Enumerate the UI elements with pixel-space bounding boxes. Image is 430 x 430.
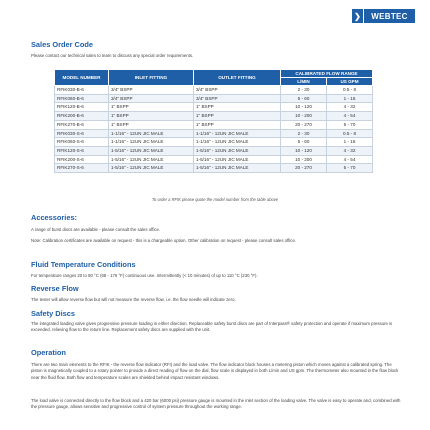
table-row (55, 86, 373, 95)
cell-model: RFIK060-S-6 (55, 138, 109, 147)
webtec-logo (352, 9, 415, 23)
cell-usgpm: 4 - 54 (327, 112, 373, 121)
reverse-flow-heading: Reverse Flow (31, 284, 79, 293)
cell-model: RFIK030-B-6 (55, 86, 109, 95)
cell-lmin: 5 - 60 (281, 138, 327, 147)
operation-paragraph-2: The load valve is connected directly to the flow block and a 420 bar (6000 psi) pressure gauge is mounted in the inlet section of the loading valve. The valve is easy to operate and, combined with the pressure gauge, allows sensitive and progressive control of system pressure throughout the working range. (31, 398, 401, 410)
cell-inlet: 1" BSPP (109, 112, 194, 121)
table-row (55, 138, 373, 147)
accessories-heading: Accessories: (31, 213, 78, 222)
table-body (55, 86, 373, 173)
cell-usgpm: 4 - 54 (327, 155, 373, 164)
cell-model: RFIK120-B-6 (55, 103, 109, 112)
cell-usgpm: 4 - 32 (327, 146, 373, 155)
table-row (55, 112, 373, 121)
table-row (55, 155, 373, 164)
cell-outlet: 1-5/16" - 12UN JIC MALE (194, 155, 281, 164)
cell-inlet: 3/4" BSPP (109, 86, 194, 95)
cell-lmin: 20 - 270 (281, 164, 327, 173)
header-lmin: L/MIN (281, 78, 327, 86)
cell-usgpm: 5 - 70 (327, 120, 373, 129)
cell-outlet: 1-1/16" - 12UN JIC MALE (194, 138, 281, 147)
sales-order-table (54, 69, 373, 173)
cell-outlet: 1-1/16" - 12UN JIC MALE (194, 129, 281, 138)
logo-chevron-icon: ❯ (352, 9, 364, 23)
operation-paragraph-1: There are two main elements to the RFIK - the reverse flow indicator (RFI) and the load valve. The flow indicator block houses a metering piston which moves against a calibrated spring. The piston is magnetically coupled to a rotary pointer to provide a direct reading of flow on the dial, flow scale is displayed in both L/min and US gpm. The thermometer also mounted in the flow block near the fluid flow. Both flow and temperature scales are shielded behind impact resistant windows. (31, 362, 399, 380)
cell-outlet: 1-5/16" - 12UN JIC MALE (194, 164, 281, 173)
table-row (55, 94, 373, 103)
cell-inlet: 1" BSPP (109, 120, 194, 129)
cell-outlet: 1-5/16" - 12UN JIC MALE (194, 146, 281, 155)
cell-inlet: 1-5/16" - 12UN JIC MALE (109, 155, 194, 164)
cell-usgpm: 4 - 32 (327, 103, 373, 112)
cell-lmin: 20 - 270 (281, 120, 327, 129)
header-inlet: INLET FITTING (109, 70, 194, 86)
cell-model: RFIK200-B-6 (55, 112, 109, 121)
table-row (55, 103, 373, 112)
cell-inlet: 1-5/16" - 12UN JIC MALE (109, 164, 194, 173)
header-model: MODEL NUMBER (55, 70, 109, 86)
sales-intro-text: Please contact our technical sales to team to discuss any special order requirements. (31, 53, 194, 58)
safety-discs-text: The integrated loading valve gives progressive pressure loading in either direction. Replaceable safety burst discs are part of Interpass® safety protection and operate if maximum pressure is exceeded, relieving flow to the return line. Replacement safety discs are supplied with the unit. (31, 321, 393, 333)
header-flow-range: CALIBRATED FLOW RANGE (281, 70, 373, 78)
cell-lmin: 10 - 200 (281, 155, 327, 164)
fluid-temperature-heading: Fluid Temperature Conditions (31, 260, 136, 269)
cell-usgpm: 0.5 - 8 (327, 129, 373, 138)
sales-order-heading: Sales Order Code (31, 40, 94, 49)
cell-outlet: 1" BSPP (194, 112, 281, 121)
cell-lmin: 2 - 30 (281, 86, 327, 95)
cell-usgpm: 5 - 70 (327, 164, 373, 173)
cell-inlet: 1" BSPP (109, 103, 194, 112)
table-row (55, 120, 373, 129)
cell-inlet: 1-1/16" - 12UN JIC MALE (109, 138, 194, 147)
cell-model: RFIK270-B-6 (55, 120, 109, 129)
cell-lmin: 2 - 30 (281, 129, 327, 138)
table-row (55, 129, 373, 138)
table-row (55, 164, 373, 173)
cell-outlet: 1" BSPP (194, 103, 281, 112)
reverse-flow-text: The tester will allow reverse flow but will not measure the reverse flow, i.e. the flow needle will indicate zero. (31, 297, 236, 302)
cell-lmin: 10 - 200 (281, 112, 327, 121)
cell-lmin: 10 - 120 (281, 146, 327, 155)
cell-lmin: 10 - 120 (281, 103, 327, 112)
cell-inlet: 1-5/16" - 12UN JIC MALE (109, 146, 194, 155)
cell-inlet: 3/4" BSPP (109, 94, 194, 103)
cell-outlet: 1" BSPP (194, 120, 281, 129)
header-usgpm: US GPM (327, 78, 373, 86)
cell-outlet: 3/4" BSPP (194, 94, 281, 103)
fluid-temperature-text: For temperature ranges 20 to 80 °C (68 - 176 °F) continuous use. Intermittently (< 10 minutes) of up to 110 °C (230 °F). (31, 273, 258, 278)
cell-usgpm: 1 - 16 (327, 94, 373, 103)
header-outlet: OUTLET FITTING (194, 70, 281, 86)
cell-lmin: 5 - 60 (281, 94, 327, 103)
cell-usgpm: 1 - 16 (327, 138, 373, 147)
cell-usgpm: 0.5 - 8 (327, 86, 373, 95)
cell-outlet: 3/4" BSPP (194, 86, 281, 95)
cell-model: RFIK030-S-6 (55, 129, 109, 138)
table-caption: To order a RFIK please quote the model number from the table above (151, 197, 279, 202)
cell-model: RFIK270-S-6 (55, 164, 109, 173)
operation-heading: Operation (31, 348, 66, 357)
table-row (55, 146, 373, 155)
cell-model: RFIK120-S-6 (55, 146, 109, 155)
accessories-line-1: A range of burst discs are available - please consult the sales office. (31, 227, 161, 232)
safety-discs-heading: Safety Discs (31, 309, 75, 318)
cell-inlet: 1-1/16" - 12UN JIC MALE (109, 129, 194, 138)
logo-text: WEBTEC (371, 11, 408, 21)
cell-model: RFIK200-S-6 (55, 155, 109, 164)
accessories-line-2: Note: Calibration certificates are available on request - this is a chargeable option. Other calibration on request - please consult sales office. (31, 238, 297, 243)
cell-model: RFIK060-B-6 (55, 94, 109, 103)
